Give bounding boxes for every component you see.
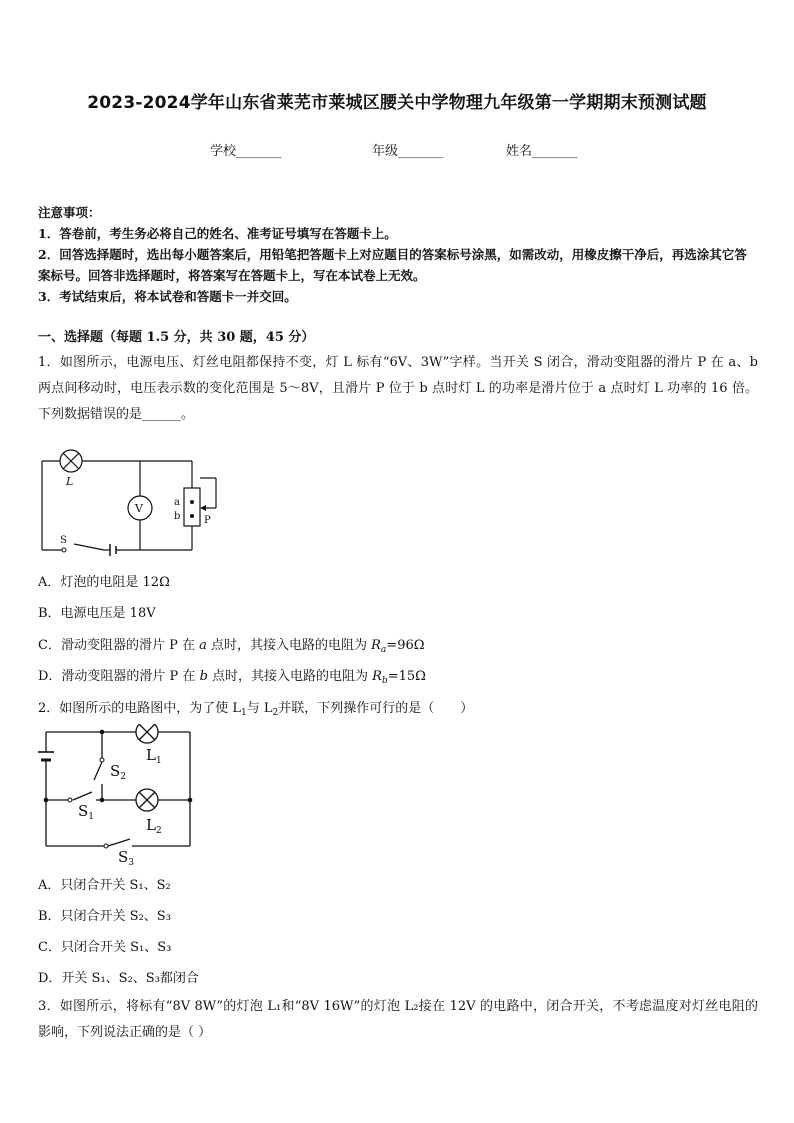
battery-icon bbox=[110, 544, 116, 556]
question-2-option-a[interactable]: A．只闭合开关 S₁、S₂ bbox=[38, 878, 171, 893]
question-2-option-b[interactable]: B．只闭合开关 S₂、S₃ bbox=[38, 909, 171, 924]
s2-subscript: 2 bbox=[120, 772, 127, 782]
s1-label: S bbox=[78, 802, 89, 820]
exam-title: 2023-2024学年山东省莱芜市莱城区腰关中学物理九年级第一学期期末预测试题 bbox=[87, 93, 707, 113]
question-1-option-d[interactable] bbox=[38, 665, 426, 686]
grade-field[interactable]: 年级_______ bbox=[372, 144, 444, 159]
lamp-label: L bbox=[66, 475, 74, 488]
lamp-icon bbox=[60, 450, 82, 472]
svg-text:S2 bbox=[110, 762, 126, 782]
q2-text-2: 与 L bbox=[246, 701, 273, 716]
l2-subscript: 2 bbox=[155, 826, 162, 836]
question-1-option-c[interactable] bbox=[38, 634, 425, 655]
s1-subscript: 1 bbox=[88, 812, 95, 822]
option-c-point: a bbox=[199, 638, 207, 653]
option-d-text: D．滑动变阻器的滑片 P 在 bbox=[38, 669, 200, 684]
option-c-text-2: 点时，其接入电路的电阻为 bbox=[206, 638, 372, 653]
svg-text:L1 bbox=[146, 746, 162, 766]
notice-item-3: 3．考试结束后，将本试卷和答题卡一并交回。 bbox=[38, 289, 297, 304]
point-b-label: b bbox=[174, 511, 181, 522]
s3-subscript: 3 bbox=[128, 858, 135, 868]
q2-text-3: 并联，下列操作可行的是（ ） bbox=[278, 701, 474, 716]
notice-block bbox=[38, 202, 758, 307]
option-d-value: =15Ω bbox=[387, 669, 426, 684]
question-2-option-c[interactable]: C．只闭合开关 S₁、S₃ bbox=[38, 940, 172, 955]
rheostat-icon bbox=[184, 488, 206, 526]
question-2-text bbox=[38, 697, 473, 718]
s3-label: S bbox=[118, 848, 129, 866]
svg-text:S3 bbox=[118, 848, 134, 868]
question-2-option-d[interactable]: D．开关 S₁、S₂、S₃都闭合 bbox=[38, 971, 199, 986]
slider-p-label: P bbox=[204, 515, 211, 526]
lamp-l1-icon bbox=[136, 724, 158, 743]
question-2-circuit-diagram bbox=[38, 724, 203, 869]
point-a-label: a bbox=[174, 497, 180, 508]
l1-subscript: 1 bbox=[155, 756, 162, 766]
q2-text-1: 2．如图所示的电路图中，为了使 L bbox=[38, 701, 242, 716]
question-3-text: 3．如图所示，将标有“8V 8W”的灯泡 L₁和“8V 16W”的灯泡 L₂接在 12V 的电路中，闭合开关，不考虑温度对灯丝电阻的影响，下列说法正确的是（ ） bbox=[38, 999, 758, 1040]
s2-label: S bbox=[110, 762, 121, 780]
option-d-text-2: 点时，其接入电路的电阻为 bbox=[207, 669, 373, 684]
l2-label: L bbox=[146, 816, 156, 834]
section-heading: 一、选择题（每题 1.5 分，共 30 题，45 分） bbox=[38, 330, 315, 345]
name-field[interactable]: 姓名_______ bbox=[506, 144, 578, 159]
voltmeter-label: V bbox=[135, 502, 143, 515]
q2-sub-1: 1 bbox=[241, 708, 247, 718]
notice-item-1: 1．答卷前，考生务必将自己的姓名、准考证号填写在答题卡上。 bbox=[38, 226, 397, 241]
l1-label: L bbox=[146, 746, 156, 764]
switch-label: S bbox=[60, 535, 67, 546]
option-c-text: C．滑动变阻器的滑片 P 在 bbox=[38, 638, 200, 653]
question-1-option-b[interactable]: B．电源电压是 18V bbox=[38, 606, 156, 621]
option-c-symbol: R bbox=[371, 638, 381, 653]
svg-text:S1 bbox=[78, 802, 94, 822]
option-c-subscript: a bbox=[380, 645, 387, 655]
option-c-value: =96Ω bbox=[386, 638, 425, 653]
option-d-point: b bbox=[199, 669, 208, 684]
notice-item-2: 2．回答选择题时，选出每小题答案后，用铅笔把答题卡上对应题目的答案标号涂黑，如需改动，用橡皮擦干净后，再选涂其它答案标号。回答非选择题时，将答案写在答题卡上，写在本试卷上无效。 bbox=[38, 247, 747, 283]
voltmeter-icon bbox=[128, 496, 152, 520]
q2-sub-2: 2 bbox=[272, 708, 279, 718]
question-1-text: 1．如图所示，电源电压、灯丝电阻都保持不变，灯 L 标有“6V、3W”字样。当开关 S 闭合，滑动变阻器的滑片 P 在 a、b 两点间移动时，电压表示数的变化范围是 5～8V，且滑片 P 位于 b 点时灯 L 的功率是滑片位于 a 点时灯 L 功率的 16 倍。下列数据错误的是______。 bbox=[38, 355, 758, 422]
svg-text:L2 bbox=[146, 816, 162, 836]
lamp-l2-icon bbox=[136, 789, 158, 811]
question-1-option-a[interactable]: A．灯泡的电阻是 12Ω bbox=[38, 575, 170, 590]
question-1-circuit-diagram bbox=[38, 448, 223, 558]
notice-heading: 注意事项： bbox=[38, 205, 101, 220]
option-d-subscript: b bbox=[381, 676, 388, 686]
school-field[interactable]: 学校_______ bbox=[210, 144, 282, 159]
option-d-symbol: R bbox=[372, 669, 382, 684]
switch-icon bbox=[62, 548, 66, 552]
